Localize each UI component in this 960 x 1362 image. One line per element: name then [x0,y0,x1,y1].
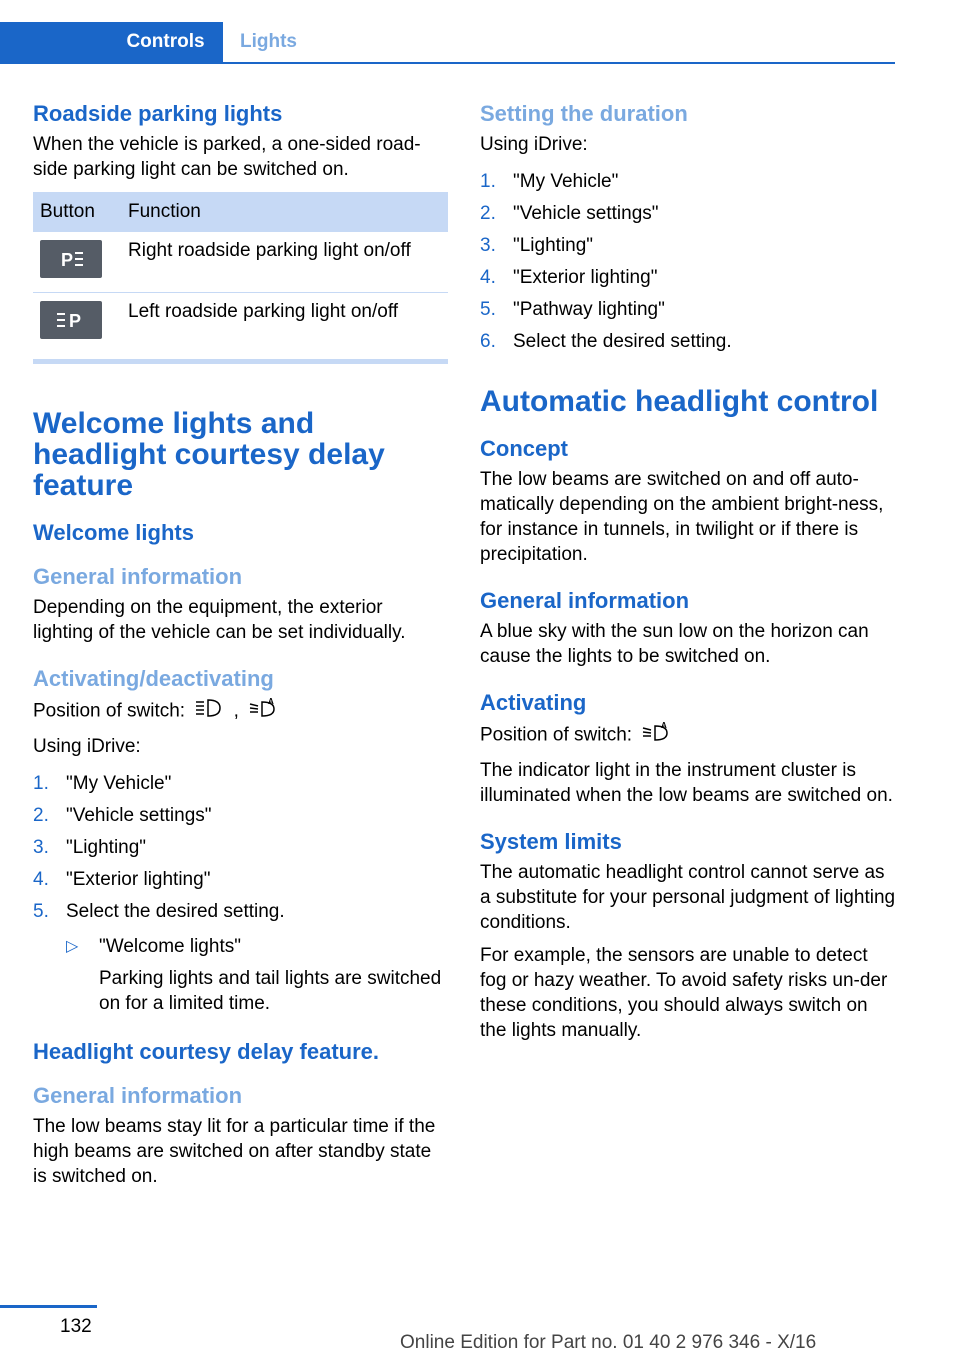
switch-position-label: Position of switch: [480,724,633,746]
list-number: 5. [33,901,49,922]
list-number: 1. [33,773,49,794]
indicator-text: The indicator light in the instrument cluster is illuminated when the low beams are switched on. [480,760,893,806]
tab-lights-label: Lights [240,31,297,52]
general-text: A blue sky with the sun low on the horizon can cause the lights to be switched on. [480,621,869,667]
courtesy-text: The low beams stay lit for a particular time if the high beams are switched on after standby state is switched on. [33,1116,436,1187]
tab-controls-label: Controls [126,31,205,52]
parking-light-left-icon [40,301,102,339]
roadside-title: Roadside parking lights [33,101,283,126]
table-cell-function: Right roadside parking light on/off [121,232,448,293]
headlight-auto-switch-icon [194,697,224,726]
list-item [480,233,898,258]
switch-position-line [33,697,448,726]
courtesy-title: Headlight courtesy delay feature. [33,1039,379,1064]
list-number: 2. [480,203,496,224]
list-number: 2. [33,805,49,826]
tab-controls[interactable] [0,22,223,62]
activating-title: Activating/deactivating [33,666,274,691]
svg-text:P: P [69,311,82,331]
list-number: 4. [33,869,49,890]
list-item-text: "Exterior lighting" [66,869,211,890]
parking-light-right-icon [40,240,102,278]
col-header-function: Function [121,192,448,232]
list-item-text: "Lighting" [66,837,147,858]
button-function-table [33,192,448,353]
concept-text: The low beams are switched on and off auto-matically depending on the ambient bright-ness, for instance in tunnels, in twilight or if there is precipitation. [480,469,884,565]
list-item [480,329,898,354]
switch-position-line [480,721,898,750]
list-item [33,803,448,828]
general-info-title: General information [33,564,243,589]
concept-title: Concept [480,436,568,461]
substep-title: "Welcome lights" [99,936,241,957]
footer-line [0,1305,97,1308]
list-number: 3. [480,235,496,256]
list-item-text: "My Vehicle" [513,171,619,192]
svg-text:A: A [661,721,668,730]
header-bar [0,22,895,64]
list-item [33,867,448,892]
list-item [480,265,898,290]
welcome-lights-title: Welcome lights [33,520,194,545]
list-item [33,899,448,924]
using-idrive-text: Using iDrive: [33,736,141,757]
welcome-main-title: Welcome lights and headlight courtesy delay feature [33,407,385,502]
edition-text: Online Edition for Part no. 01 40 2 976 346 - X/16 [400,1332,817,1353]
using-idrive-text: Using iDrive: [480,134,588,155]
courtesy-general-title: General information [33,1083,243,1108]
right-column [480,100,898,1051]
svg-text:A: A [268,697,274,706]
general-info-text: Depending on the equipment, the exterior lighting of the vehicle can be set individually. [33,597,406,643]
list-item [480,169,898,194]
table-cell-function: Left roadside parking light on/off [128,301,399,322]
list-item-text: "Lighting" [513,235,594,256]
list-number: 3. [33,837,49,858]
tab-lights[interactable] [240,22,297,62]
list-item-text: "Vehicle settings" [513,203,659,224]
list-item-text: Select the desired setting. [66,901,285,922]
idrive-steps-list [33,771,448,924]
duration-title: Setting the duration [480,101,688,126]
list-number: 4. [480,267,496,288]
list-item-text: "Pathway lighting" [513,299,665,320]
list-item-text: "My Vehicle" [66,773,172,794]
svg-text:P: P [61,250,74,270]
general-title: General information [480,588,690,613]
substep-text: Parking lights and tail lights are switched on for a limited time. [99,968,442,1014]
duration-steps-list [480,169,898,354]
table-row [33,232,448,293]
system-limits-title: System limits [480,829,622,854]
switch-separator: , [233,700,239,722]
list-item [480,201,898,226]
list-item-text: "Exterior lighting" [513,267,658,288]
left-column [33,100,448,1197]
activating-title: Activating [480,690,587,715]
list-number: 1. [480,171,496,192]
list-item [480,297,898,322]
list-item-text: Select the desired setting. [513,331,732,352]
table-row [33,293,448,354]
list-item [33,771,448,796]
limits-text-1: The automatic headlight control cannot serve as a substitute for your personal judgment of lighting conditions. [480,862,896,933]
roadside-text: When the vehicle is parked, a one-sided road-side parking light can be switched on. [33,134,421,180]
list-item [33,835,448,860]
col-header-button: Button [33,192,121,232]
substep-welcome-lights [66,934,448,1016]
list-number: 5. [480,299,496,320]
list-number: 6. [480,331,496,352]
limits-text-2: For example, the sensors are unable to detect fog or hazy weather. To avoid safety risks un-der these conditions, you should always switch on the lights manually. [480,945,888,1041]
switch-position-label: Position of switch: [33,700,186,722]
automatic-headlight-icon [248,697,278,726]
triangle-bullet-icon: ▷ [66,938,79,955]
auto-headlight-title: Automatic headlight control [480,385,879,418]
automatic-headlight-icon [641,721,671,750]
list-item-text: "Vehicle settings" [66,805,212,826]
page-number: 132 [60,1316,92,1337]
